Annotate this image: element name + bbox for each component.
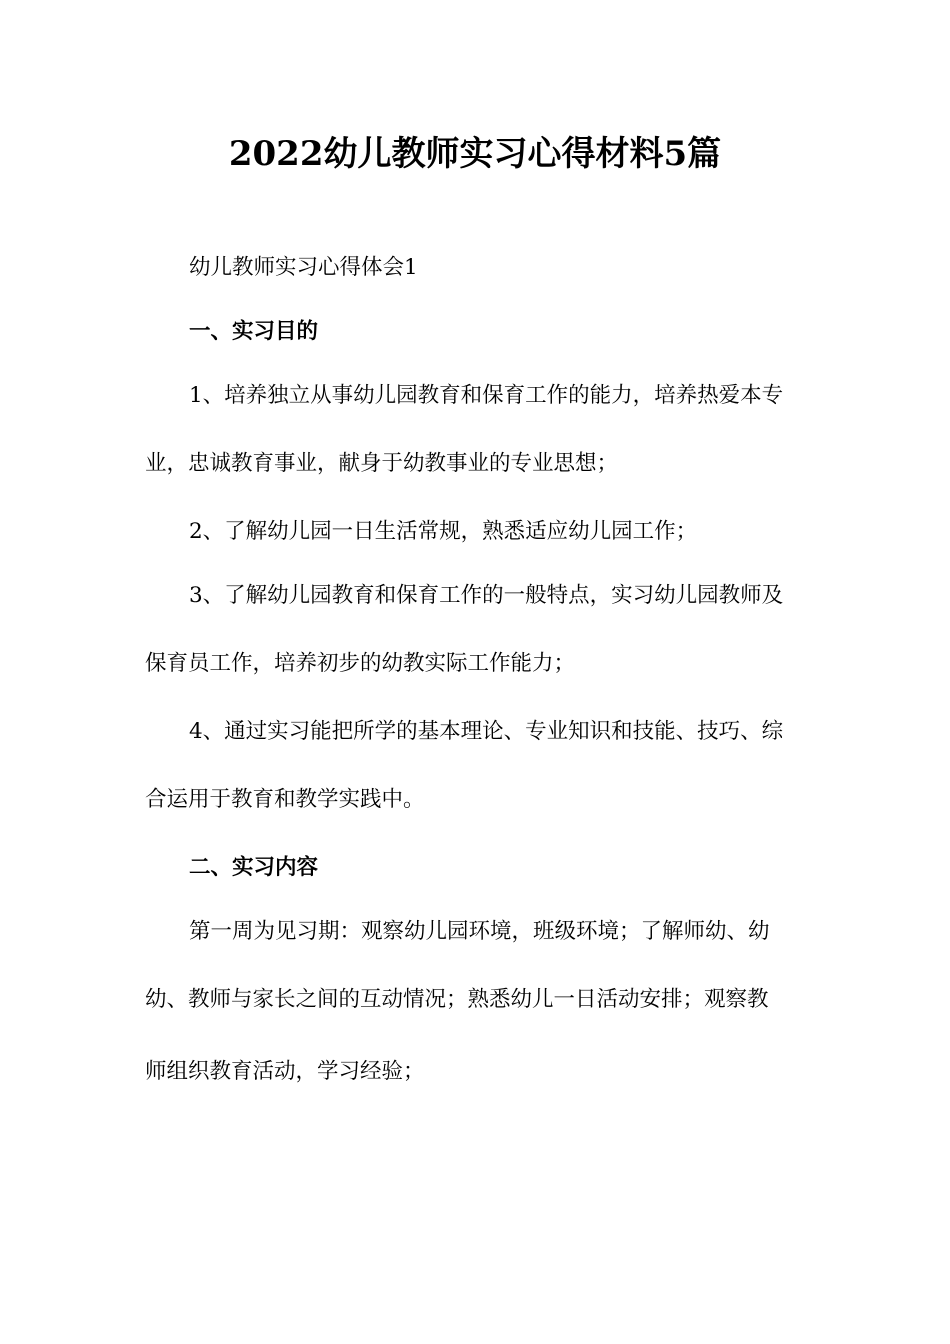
paragraph-1-line-1: 1、培养独立从事幼儿园教育和保育工作的能力，培养热爱本专 — [189, 383, 784, 408]
paragraph-4 — [145, 700, 805, 836]
document-body — [145, 236, 805, 1108]
paragraph-4-line-1: 4、通过实习能把所学的基本理论、专业知识和技能、技巧、综 — [189, 719, 784, 744]
subtitle-paragraph — [145, 236, 805, 300]
paragraph-3-line-1: 3、了解幼儿园教育和保育工作的一般特点，实习幼儿园教师及 — [189, 583, 784, 608]
paragraph-3-line-2: 保育员工作，培养初步的幼教实际工作能力； — [145, 651, 576, 676]
paragraph-1 — [145, 364, 805, 500]
paragraph-2 — [145, 500, 805, 564]
document-title: 2022幼儿教师实习心得材料5篇 — [228, 134, 722, 174]
section-heading-content — [145, 836, 805, 900]
paragraph-5 — [145, 900, 805, 1108]
paragraph-1-line-2: 业，忠诚教育事业，献身于幼教事业的专业思想； — [145, 451, 619, 476]
paragraph-4-line-2: 合运用于教育和教学实践中。 — [145, 787, 425, 812]
section-heading-content-text: 二、实习内容 — [189, 855, 319, 880]
subtitle-text: 幼儿教师实习心得体会1 — [189, 255, 418, 280]
paragraph-3 — [145, 564, 805, 700]
paragraph-5-line-1: 第一周为见习期：观察幼儿园环境，班级环境；了解师幼、幼 — [189, 919, 770, 944]
paragraph-5-line-3: 师组织教育活动，学习经验； — [145, 1059, 425, 1084]
paragraph-2-line-1: 2、了解幼儿园一日生活常规，熟悉适应幼儿园工作； — [189, 519, 698, 544]
section-heading-purpose — [145, 300, 805, 364]
section-heading-purpose-text: 一、实习目的 — [189, 319, 319, 344]
paragraph-5-line-2: 幼、教师与家长之间的互动情况；熟悉幼儿一日活动安排；观察教 — [145, 987, 769, 1012]
